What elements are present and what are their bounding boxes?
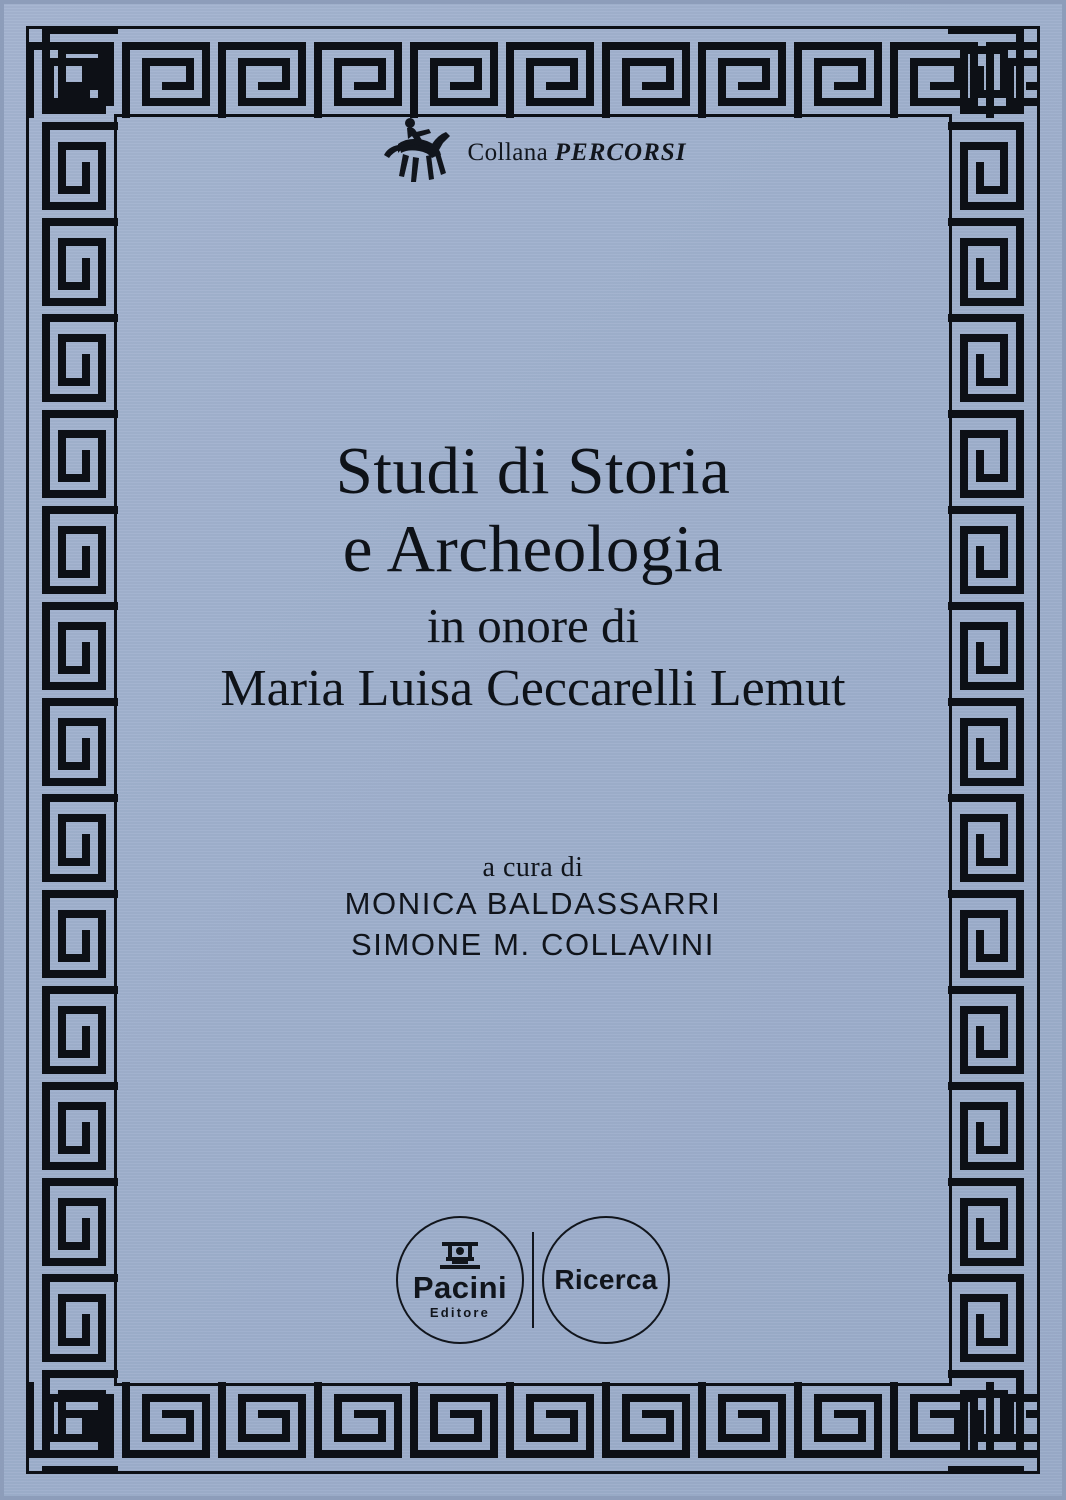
editors-block <box>120 852 946 966</box>
series-line <box>120 114 946 192</box>
cover-content <box>120 100 946 1400</box>
editor-name-1: MONICA BALDASSARRI <box>344 885 722 921</box>
title-subtitle-1: in onore di <box>426 597 640 653</box>
title-line-1: Studi di Storia <box>335 434 731 508</box>
pacini-press-icon <box>438 1240 482 1270</box>
series-name: PERCORSI <box>554 139 687 166</box>
title-line-2: e Archeologia <box>342 512 724 587</box>
title-subtitle-2: Maria Luisa Ceccarelli Lemut <box>220 659 846 717</box>
greek-key-border-left <box>26 26 122 1474</box>
publisher-logos <box>120 1216 946 1344</box>
logo-divider <box>532 1232 534 1328</box>
pacini-name: Pacini <box>412 1270 508 1305</box>
horse-rider-icon <box>380 114 454 192</box>
pacini-role: Editore <box>429 1305 491 1320</box>
ricerca-label: Ricerca <box>554 1264 658 1295</box>
greek-key-border-right <box>944 26 1040 1474</box>
editor-name-2: SIMONE M. COLLAVINI <box>351 926 715 962</box>
ricerca-imprint-logo <box>542 1216 670 1344</box>
title-block <box>120 432 946 720</box>
pacini-editore-logo <box>396 1216 524 1344</box>
series-label: Collana <box>467 139 549 166</box>
series-text <box>468 139 687 167</box>
editors-prefix: a cura di <box>482 851 584 883</box>
